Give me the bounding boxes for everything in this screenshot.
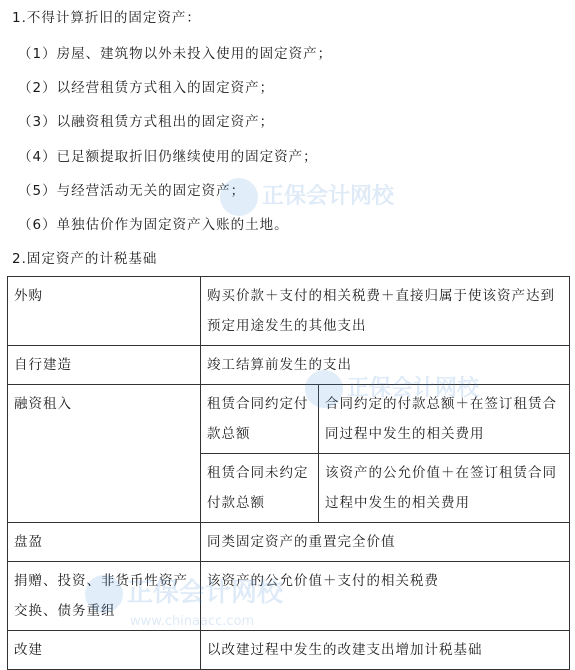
- watermark-logo: [220, 178, 394, 216]
- table-row: [8, 523, 570, 562]
- watermark-brand: 正保会计网校: [127, 578, 284, 608]
- table-row: [8, 562, 570, 631]
- row-value: 合同约定的付款总额＋在签订租赁合同过程中发生的相关费用: [319, 385, 570, 454]
- row-label: 盘盈: [8, 523, 201, 562]
- row-label: 外购: [8, 277, 201, 346]
- sub-label: 租赁合同未约定付款总额: [201, 454, 319, 523]
- section2-heading: 2.固定资产的计税基础: [12, 251, 158, 267]
- tax-basis-table: [7, 276, 570, 670]
- watermark-brand: 正保会计网校: [262, 184, 395, 209]
- table-row: [8, 631, 570, 670]
- row-value: 同类固定资产的重置完全价值: [201, 523, 570, 562]
- list-item: （6）单独估价作为固定资产入账的土地。: [18, 217, 289, 233]
- sub-label: 租赁合同约定付款总额: [201, 385, 319, 454]
- list-item: （2）以经营租赁方式租入的固定资产；: [18, 80, 275, 96]
- watermark-url: www.chinaacc.com: [130, 614, 255, 629]
- section1-heading: 1.不得计算折旧的固定资产：: [12, 10, 201, 26]
- table-row: [8, 385, 570, 454]
- list-item: （5）与经营活动无关的固定资产；: [18, 183, 246, 199]
- table-row: [8, 277, 570, 346]
- row-value: 该资产的公允价值＋支付的相关税费: [201, 562, 570, 631]
- list-item: （3）以融资租赁方式租出的固定资产；: [18, 114, 275, 130]
- table-row: [8, 346, 570, 385]
- row-label: 融资租入: [8, 385, 201, 523]
- row-value: 以改建过程中发生的改建支出增加计税基础: [201, 631, 570, 670]
- list-item: （1）房屋、建筑物以外未投入使用的固定资产；: [18, 46, 333, 62]
- row-label: 自行建造: [8, 346, 201, 385]
- list-item: （4）已足额提取折旧仍继续使用的固定资产；: [18, 149, 318, 165]
- row-value: 购买价款＋支付的相关税费＋直接归属于使该资产达到预定用途发生的其他支出: [201, 277, 570, 346]
- row-label: 改建: [8, 631, 201, 670]
- row-value: 该资产的公允价值＋在签订租赁合同过程中发生的相关费用: [319, 454, 570, 523]
- row-value: 竣工结算前发生的支出: [201, 346, 570, 385]
- row-label: 捐赠、投资、非货币性资产交换、债务重组: [8, 562, 201, 631]
- watermark-brand: 正保会计网校: [347, 376, 480, 401]
